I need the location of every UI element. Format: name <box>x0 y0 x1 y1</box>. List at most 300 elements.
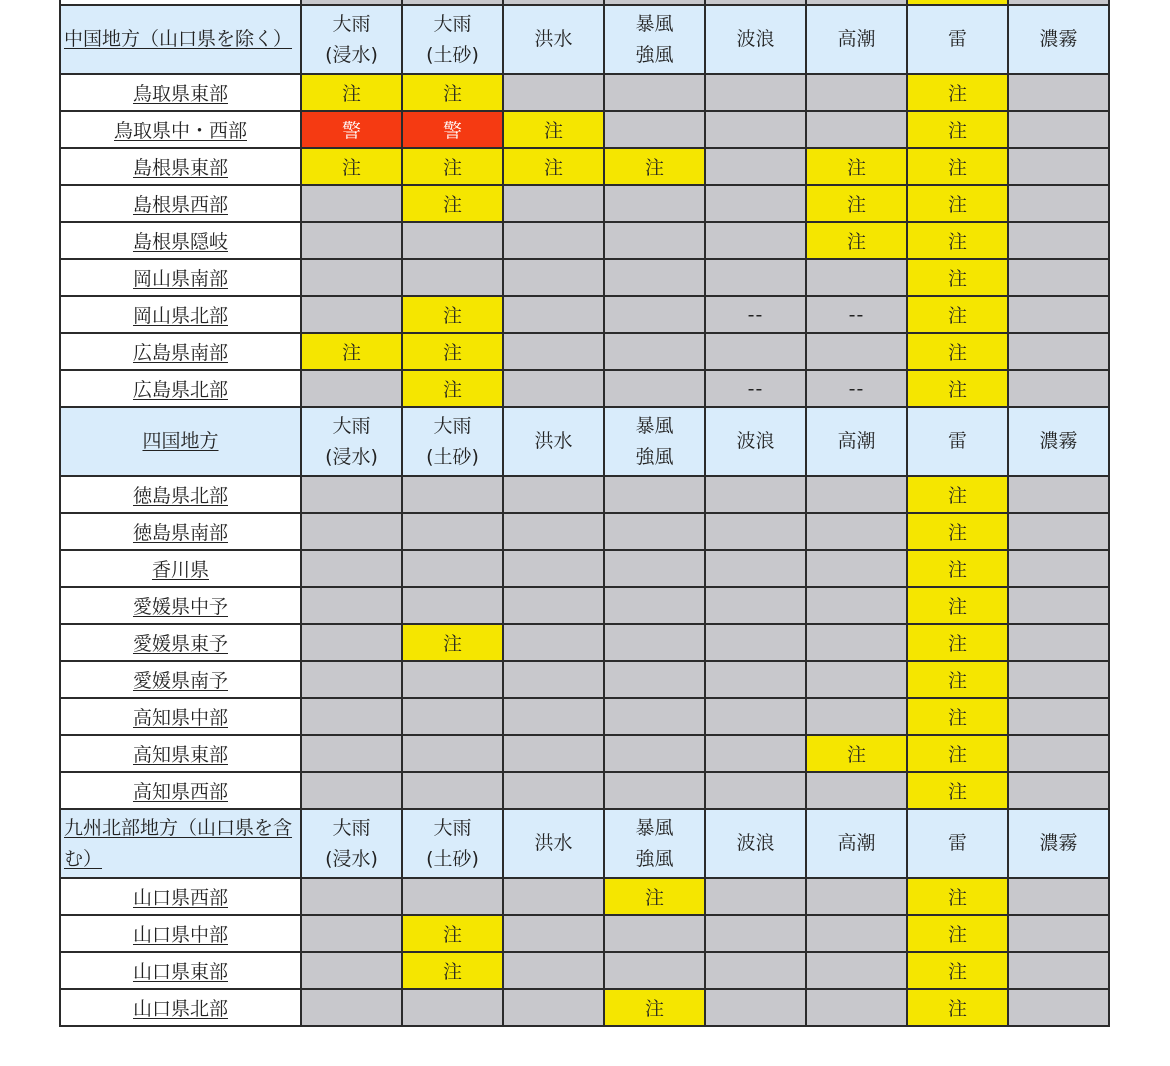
status-cell-none <box>503 735 604 772</box>
column-header-flood <box>503 407 604 476</box>
status-cell-none <box>705 661 806 698</box>
status-cell-caution: 注 <box>907 296 1008 333</box>
region-link[interactable]: 山口県中部 <box>132 924 228 946</box>
status-cell-none <box>604 772 705 809</box>
status-cell-caution: 注 <box>907 513 1008 550</box>
column-header-dense-fog <box>1008 407 1109 476</box>
status-cell-none <box>604 587 705 624</box>
status-cell-none <box>705 74 806 111</box>
status-cell-na: -- <box>806 370 907 407</box>
section-region-link[interactable]: 四国地方 <box>142 430 219 452</box>
status-cell-none <box>503 370 604 407</box>
status-cell-none <box>705 513 806 550</box>
status-cell-none <box>1008 513 1109 550</box>
status-cell-none <box>1008 259 1109 296</box>
status-cell-none <box>705 550 806 587</box>
table-row <box>60 333 1109 370</box>
status-cell-none <box>604 74 705 111</box>
status-cell-none <box>705 915 806 952</box>
status-cell-none <box>503 661 604 698</box>
status-cell-none <box>1008 735 1109 772</box>
column-header-label: 大雨 (浸水) <box>325 414 378 468</box>
status-cell-none <box>705 952 806 989</box>
status-cell-none <box>1008 185 1109 222</box>
region-cell <box>60 513 301 550</box>
column-header-heavy-rain-flood <box>301 809 402 878</box>
status-cell-none <box>1008 587 1109 624</box>
status-cell-none <box>1008 333 1109 370</box>
status-cell-none <box>705 222 806 259</box>
status-cell-none <box>705 624 806 661</box>
status-cell-none <box>806 513 907 550</box>
status-cell-none <box>604 476 705 513</box>
table-row <box>60 698 1109 735</box>
status-cell-none <box>705 878 806 915</box>
table-row <box>60 259 1109 296</box>
region-cell <box>60 296 301 333</box>
column-header-storm-surge <box>806 5 907 74</box>
table-row <box>60 772 1109 809</box>
column-header-label: 濃霧 <box>1039 430 1078 452</box>
status-cell-caution: 注 <box>604 878 705 915</box>
status-cell-none <box>806 550 907 587</box>
table-row <box>60 915 1109 952</box>
status-cell-caution: 注 <box>402 915 503 952</box>
region-link[interactable]: 岡山県南部 <box>132 268 228 290</box>
status-cell-none <box>705 259 806 296</box>
region-cell <box>60 222 301 259</box>
column-header-high-waves <box>705 407 806 476</box>
status-cell-none <box>402 735 503 772</box>
status-cell-none <box>806 915 907 952</box>
column-header-label: 雷 <box>947 430 967 452</box>
region-link[interactable]: 山口県西部 <box>132 887 228 909</box>
status-cell-none <box>402 661 503 698</box>
status-cell-none <box>806 661 907 698</box>
region-link[interactable]: 島根県東部 <box>132 157 228 179</box>
status-cell-caution: 注 <box>503 111 604 148</box>
section-header-row <box>60 407 1109 476</box>
status-cell-none <box>1008 915 1109 952</box>
status-cell-caution: 注 <box>604 148 705 185</box>
region-cell <box>60 333 301 370</box>
status-cell-caution: 注 <box>907 185 1008 222</box>
status-cell-none <box>806 772 907 809</box>
column-header-label: 大雨 (土砂) <box>426 816 479 870</box>
column-header-label: 波浪 <box>736 28 775 50</box>
column-header-thunder <box>907 407 1008 476</box>
region-cell <box>60 259 301 296</box>
status-cell-none <box>301 370 402 407</box>
region-link[interactable]: 徳島県南部 <box>132 522 228 544</box>
weather-warnings-table <box>59 0 1110 1027</box>
column-header-heavy-rain-landslide <box>402 809 503 878</box>
column-header-label: 暴風 強風 <box>635 12 674 66</box>
status-cell-none <box>604 513 705 550</box>
status-cell-caution: 注 <box>907 878 1008 915</box>
region-cell <box>60 185 301 222</box>
status-cell-none <box>301 915 402 952</box>
status-cell-warning: 警 <box>402 111 503 148</box>
status-cell-none <box>503 222 604 259</box>
section-region-cell <box>60 809 301 878</box>
status-cell-none <box>301 222 402 259</box>
status-cell-none <box>806 878 907 915</box>
region-link[interactable]: 香川県 <box>151 559 209 581</box>
status-cell-caution: 注 <box>402 185 503 222</box>
status-cell-caution: 注 <box>907 735 1008 772</box>
status-cell-none <box>301 259 402 296</box>
column-header-heavy-rain-landslide <box>402 407 503 476</box>
column-header-label: 大雨 (土砂) <box>426 12 479 66</box>
status-cell-caution: 注 <box>402 296 503 333</box>
status-cell-none <box>1008 989 1109 1026</box>
status-cell-none <box>604 915 705 952</box>
region-cell <box>60 735 301 772</box>
status-cell-none <box>301 550 402 587</box>
table-row <box>60 513 1109 550</box>
region-cell <box>60 989 301 1026</box>
status-cell-caution: 注 <box>301 74 402 111</box>
status-cell-warning: 警 <box>301 111 402 148</box>
status-cell-caution: 注 <box>907 370 1008 407</box>
status-cell-none <box>806 952 907 989</box>
region-cell <box>60 148 301 185</box>
table-row <box>60 878 1109 915</box>
status-cell-none <box>402 989 503 1026</box>
table-row <box>60 587 1109 624</box>
column-header-label: 暴風 強風 <box>635 414 674 468</box>
status-cell-none <box>705 989 806 1026</box>
status-cell-caution: 注 <box>301 148 402 185</box>
column-header-label: 洪水 <box>534 832 573 854</box>
status-cell-caution: 注 <box>907 111 1008 148</box>
region-link[interactable]: 島根県西部 <box>132 194 228 216</box>
status-cell-caution: 注 <box>402 148 503 185</box>
status-cell-none <box>604 259 705 296</box>
column-header-storm-surge <box>806 809 907 878</box>
status-cell-none <box>806 587 907 624</box>
status-cell-none <box>705 148 806 185</box>
region-cell <box>60 661 301 698</box>
status-cell-none <box>604 370 705 407</box>
status-cell-none <box>301 476 402 513</box>
status-cell-none <box>503 296 604 333</box>
region-cell <box>60 915 301 952</box>
status-cell-caution: 注 <box>907 624 1008 661</box>
status-cell-none <box>604 550 705 587</box>
status-cell-none <box>503 259 604 296</box>
region-cell <box>60 772 301 809</box>
status-cell-caution: 注 <box>806 735 907 772</box>
section-region-cell <box>60 5 301 74</box>
section-region-link[interactable]: 中国地方（山口県を除く） <box>64 28 293 50</box>
status-cell-none <box>402 878 503 915</box>
region-link[interactable]: 高知県西部 <box>132 781 228 803</box>
status-cell-none <box>1008 148 1109 185</box>
status-cell-caution: 注 <box>907 989 1008 1026</box>
column-header-high-waves <box>705 809 806 878</box>
column-header-label: 大雨 (浸水) <box>325 816 378 870</box>
column-header-thunder <box>907 5 1008 74</box>
status-cell-none <box>705 111 806 148</box>
region-cell <box>60 74 301 111</box>
status-cell-none <box>604 296 705 333</box>
status-cell-none <box>301 513 402 550</box>
status-cell-none <box>604 661 705 698</box>
status-cell-none <box>402 698 503 735</box>
status-cell-none <box>806 624 907 661</box>
status-cell-caution: 注 <box>402 952 503 989</box>
region-link[interactable]: 愛媛県東予 <box>132 633 228 655</box>
column-header-label: 大雨 (浸水) <box>325 12 378 66</box>
status-cell-none <box>604 111 705 148</box>
status-cell-none <box>301 661 402 698</box>
status-cell-caution: 注 <box>907 698 1008 735</box>
status-cell-caution: 注 <box>907 661 1008 698</box>
table-row <box>60 74 1109 111</box>
status-cell-none <box>604 333 705 370</box>
column-header-label: 暴風 強風 <box>635 816 674 870</box>
status-cell-none <box>604 185 705 222</box>
status-cell-none <box>1008 296 1109 333</box>
status-cell-none <box>301 296 402 333</box>
status-cell-none <box>503 878 604 915</box>
region-cell <box>60 952 301 989</box>
status-cell-none <box>1008 111 1109 148</box>
region-cell <box>60 111 301 148</box>
status-cell-none <box>402 772 503 809</box>
column-header-label: 濃霧 <box>1039 28 1078 50</box>
status-cell-caution: 注 <box>402 370 503 407</box>
status-cell-none <box>705 587 806 624</box>
status-cell-none <box>604 952 705 989</box>
table-row <box>60 296 1109 333</box>
column-header-dense-fog <box>1008 5 1109 74</box>
status-cell-none <box>301 624 402 661</box>
status-cell-none <box>402 513 503 550</box>
status-cell-none <box>806 698 907 735</box>
column-header-storm-surge <box>806 407 907 476</box>
status-cell-none <box>806 111 907 148</box>
status-cell-caution: 注 <box>907 74 1008 111</box>
status-cell-none <box>1008 952 1109 989</box>
status-cell-none <box>1008 222 1109 259</box>
region-link[interactable]: 山口県東部 <box>132 961 228 983</box>
status-cell-caution: 注 <box>907 222 1008 259</box>
status-cell-none <box>402 222 503 259</box>
status-cell-none <box>806 259 907 296</box>
table-row <box>60 550 1109 587</box>
status-cell-none <box>1008 624 1109 661</box>
status-cell-none <box>1008 74 1109 111</box>
column-header-label: 濃霧 <box>1039 832 1078 854</box>
column-header-label: 大雨 (土砂) <box>426 414 479 468</box>
status-cell-none <box>503 772 604 809</box>
region-link[interactable]: 高知県東部 <box>132 744 228 766</box>
status-cell-none <box>705 333 806 370</box>
column-header-thunder <box>907 809 1008 878</box>
warnings-table-container <box>59 0 1111 1027</box>
status-cell-none <box>806 74 907 111</box>
status-cell-none <box>705 735 806 772</box>
status-cell-none <box>604 698 705 735</box>
section-header-row <box>60 5 1109 74</box>
status-cell-none <box>503 952 604 989</box>
status-cell-none <box>503 74 604 111</box>
status-cell-caution: 注 <box>402 333 503 370</box>
column-header-dense-fog <box>1008 809 1109 878</box>
region-cell <box>60 878 301 915</box>
status-cell-caution: 注 <box>907 476 1008 513</box>
region-link[interactable]: 愛媛県中予 <box>132 596 228 618</box>
column-header-label: 波浪 <box>736 430 775 452</box>
region-link[interactable]: 鳥取県東部 <box>132 83 228 105</box>
table-row <box>60 185 1109 222</box>
status-cell-none <box>301 587 402 624</box>
status-cell-caution: 注 <box>402 74 503 111</box>
region-link[interactable]: 広島県南部 <box>132 342 228 364</box>
table-row <box>60 989 1109 1026</box>
table-row <box>60 661 1109 698</box>
status-cell-none <box>705 698 806 735</box>
status-cell-none <box>503 915 604 952</box>
status-cell-na: -- <box>806 296 907 333</box>
region-cell <box>60 624 301 661</box>
status-cell-none <box>1008 550 1109 587</box>
column-header-heavy-rain-flood <box>301 407 402 476</box>
status-cell-none <box>604 222 705 259</box>
status-cell-caution: 注 <box>907 148 1008 185</box>
status-cell-none <box>705 476 806 513</box>
status-cell-none <box>402 587 503 624</box>
region-link[interactable]: 鳥取県中・西部 <box>113 120 247 142</box>
column-header-label: 雷 <box>947 28 967 50</box>
table-row <box>60 624 1109 661</box>
column-header-storm-gale <box>604 5 705 74</box>
column-header-label: 洪水 <box>534 28 573 50</box>
region-link[interactable]: 広島県北部 <box>132 379 228 401</box>
column-header-heavy-rain-flood <box>301 5 402 74</box>
status-cell-none <box>301 989 402 1026</box>
region-cell <box>60 550 301 587</box>
status-cell-caution: 注 <box>907 550 1008 587</box>
status-cell-none <box>301 878 402 915</box>
status-cell-none <box>503 476 604 513</box>
status-cell-caution: 注 <box>907 587 1008 624</box>
status-cell-none <box>1008 698 1109 735</box>
column-header-heavy-rain-landslide <box>402 5 503 74</box>
table-row <box>60 111 1109 148</box>
table-row <box>60 735 1109 772</box>
status-cell-caution: 注 <box>503 148 604 185</box>
column-header-label: 高潮 <box>837 832 876 854</box>
status-cell-none <box>503 550 604 587</box>
status-cell-none <box>503 989 604 1026</box>
status-cell-none <box>705 185 806 222</box>
status-cell-na: -- <box>705 370 806 407</box>
table-row <box>60 148 1109 185</box>
status-cell-caution: 注 <box>806 222 907 259</box>
column-header-label: 高潮 <box>837 430 876 452</box>
status-cell-none <box>503 587 604 624</box>
region-link[interactable]: 愛媛県南予 <box>132 670 228 692</box>
status-cell-none <box>503 513 604 550</box>
status-cell-caution: 注 <box>806 185 907 222</box>
column-header-storm-gale <box>604 809 705 878</box>
region-cell <box>60 698 301 735</box>
status-cell-none <box>402 476 503 513</box>
status-cell-none <box>503 185 604 222</box>
status-cell-none <box>806 333 907 370</box>
table-row <box>60 370 1109 407</box>
column-header-label: 高潮 <box>837 28 876 50</box>
region-cell <box>60 370 301 407</box>
warnings-table-body <box>60 0 1109 1026</box>
status-cell-none <box>1008 661 1109 698</box>
status-cell-none <box>402 550 503 587</box>
status-cell-none <box>301 185 402 222</box>
region-link[interactable]: 島根県隠岐 <box>132 231 228 253</box>
status-cell-caution: 注 <box>604 989 705 1026</box>
section-region-cell <box>60 407 301 476</box>
region-link[interactable]: 高知県中部 <box>132 707 228 729</box>
status-cell-caution: 注 <box>907 333 1008 370</box>
status-cell-caution: 注 <box>301 333 402 370</box>
status-cell-none <box>402 259 503 296</box>
region-link[interactable]: 岡山県北部 <box>132 305 228 327</box>
status-cell-na: -- <box>705 296 806 333</box>
column-header-label: 波浪 <box>736 832 775 854</box>
column-header-label: 雷 <box>947 832 967 854</box>
status-cell-caution: 注 <box>402 624 503 661</box>
status-cell-none <box>503 698 604 735</box>
status-cell-caution: 注 <box>907 952 1008 989</box>
table-row <box>60 222 1109 259</box>
status-cell-none <box>503 624 604 661</box>
status-cell-none <box>1008 476 1109 513</box>
status-cell-none <box>1008 370 1109 407</box>
column-header-storm-gale <box>604 407 705 476</box>
column-header-label: 洪水 <box>534 430 573 452</box>
status-cell-caution: 注 <box>806 148 907 185</box>
region-link[interactable]: 山口県北部 <box>132 998 228 1020</box>
section-region-link[interactable]: 九州北部地方（山口県を含む） <box>64 816 293 870</box>
region-cell <box>60 476 301 513</box>
status-cell-caution: 注 <box>907 259 1008 296</box>
status-cell-none <box>301 772 402 809</box>
section-header-row <box>60 809 1109 878</box>
region-link[interactable]: 徳島県北部 <box>132 485 228 507</box>
status-cell-none <box>301 952 402 989</box>
region-cell <box>60 587 301 624</box>
status-cell-none <box>503 333 604 370</box>
status-cell-none <box>301 735 402 772</box>
status-cell-caution: 注 <box>907 915 1008 952</box>
status-cell-caution: 注 <box>907 772 1008 809</box>
status-cell-none <box>806 989 907 1026</box>
column-header-flood <box>503 5 604 74</box>
status-cell-none <box>806 476 907 513</box>
status-cell-none <box>301 698 402 735</box>
status-cell-none <box>705 772 806 809</box>
column-header-high-waves <box>705 5 806 74</box>
status-cell-none <box>1008 878 1109 915</box>
status-cell-none <box>604 735 705 772</box>
status-cell-none <box>604 624 705 661</box>
table-row <box>60 476 1109 513</box>
status-cell-none <box>1008 772 1109 809</box>
